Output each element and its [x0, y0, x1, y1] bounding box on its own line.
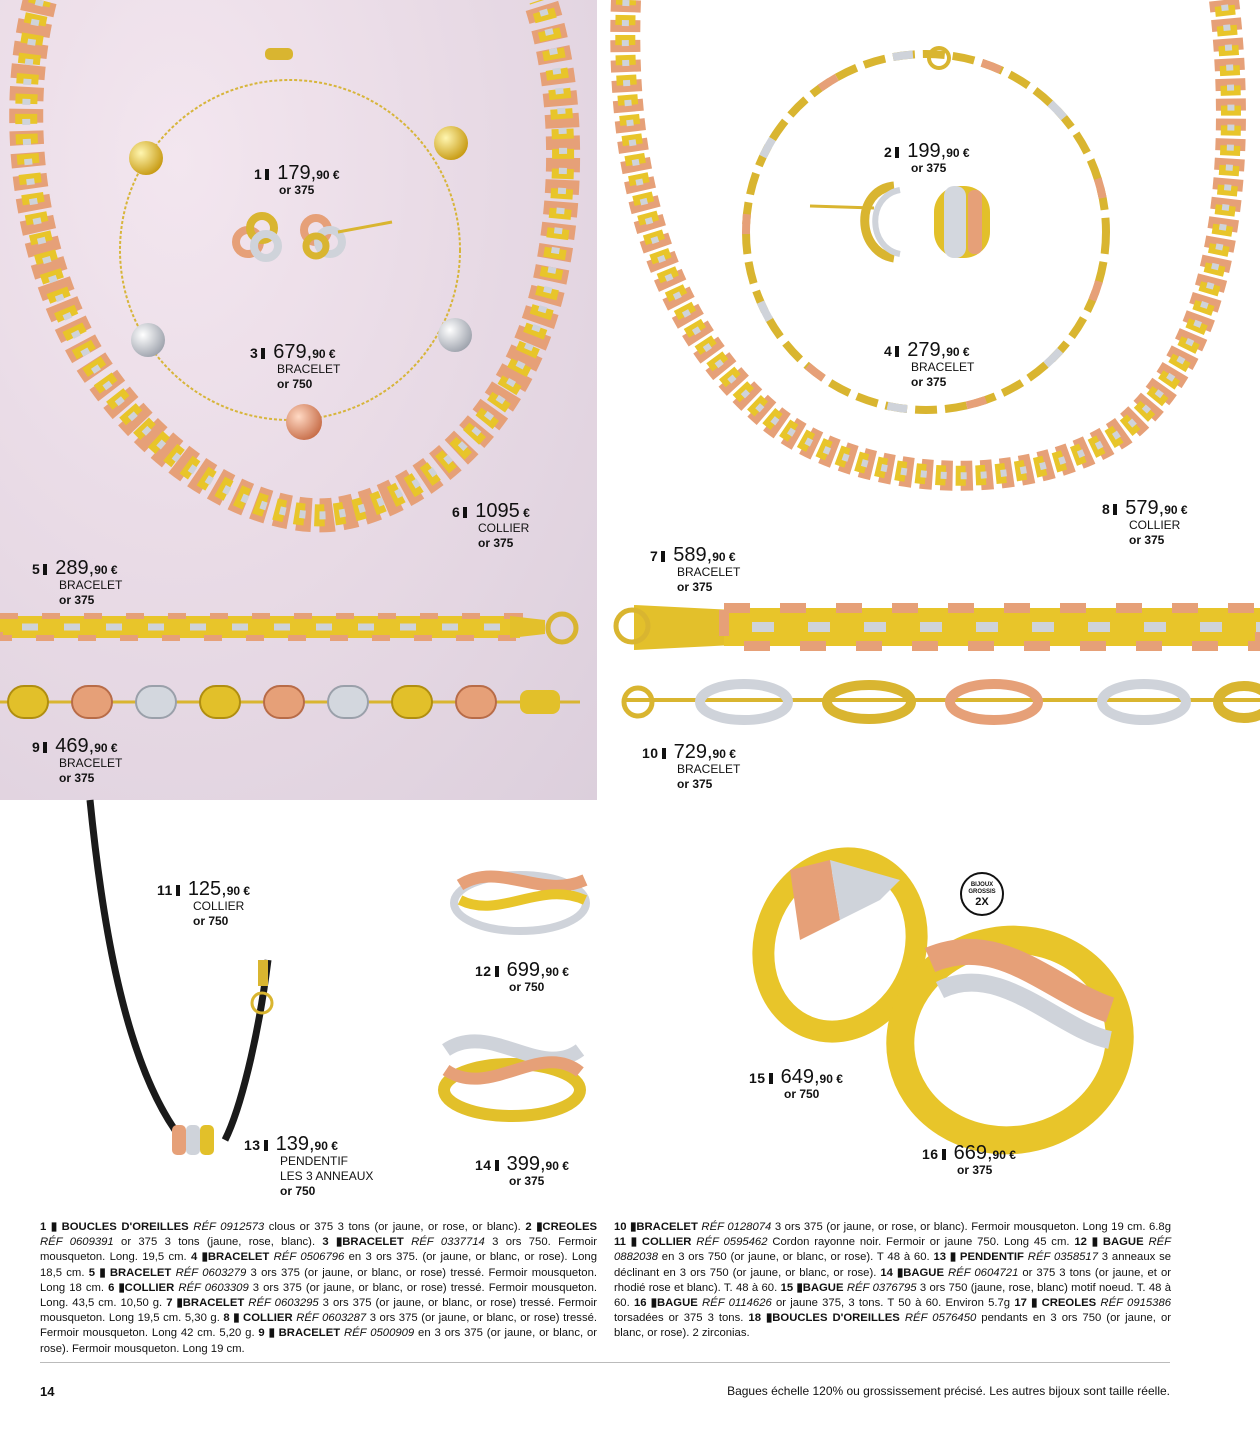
desc-8: 8 ▮ COLLIER RÉF 0603287 3 ors 375 (or jaune, or blanc, or rose) tressé. Fermoir mousqueton. Long 42 cm. 5,20 g.	[40, 1312, 598, 1340]
desc-10: 10 ▮BRACELET RÉF 0128074 3 ors 375 (or jaune, or rose, or blanc). Fermoir mousqueton. Long 19 cm. 6.8g	[614, 1221, 1171, 1233]
price-tag-4: 4 279,90 € BRACELET or 375	[884, 339, 975, 389]
desc-15: 15 ▮BAGUE RÉF 0376795 3 ors 750 (jaune, rose, blanc) motif noeud. T. 48 à 60.	[614, 1281, 1172, 1310]
creoles-2	[810, 186, 990, 258]
desc-13: 13 ▮ PENDENTIF RÉF 0358517 3 anneaux se déclinant en 3 ors 750 (or jaune, or blanc, or rose).	[614, 1251, 1172, 1279]
footer-divider	[40, 1362, 1170, 1363]
ring-12	[454, 875, 586, 931]
desc-11: 11 ▮ COLLIER RÉF 0595462 Cordon rayonne noir. Fermoir or jaune 750. Long 45 cm.	[614, 1236, 1075, 1249]
desc-16: 16 ▮BAGUE RÉF 0114626 or jaune 375, 3 tons. T 50 à 60. Environ 5.7g	[633, 1297, 1015, 1310]
footer-note: Bagues échelle 120% ou grossissement précisé. Les autres bijoux sont taille réelle.	[727, 1384, 1170, 1398]
price-tag-9: 9 469,90 € BRACELET or 375	[32, 735, 123, 785]
price-tag-12: 12 699,90 € or 750	[475, 959, 569, 994]
desc-17: 17 ▮ CREOLES RÉF 0915386 torsadées or 375 3 tons.	[614, 1297, 1172, 1325]
desc-9: 9 ▮ BRACELET RÉF 0500909 en 3 ors 375 (or jaune, or blanc, or rose). Fermoir mousqueton. Long 19 cm.	[40, 1327, 597, 1355]
right-photo-panel	[604, 0, 1260, 800]
desc-18: 18 ▮BOUCLES D'OREILLES RÉF 0576450 pendants en 3 ors 750 (or jaune, or blanc, or rose). 2 zirconias.	[614, 1312, 1171, 1340]
price-tag-8: 8 579,90 € COLLIER or 375	[1102, 497, 1188, 547]
pendentif-13	[172, 1125, 214, 1155]
description-column-left	[40, 1220, 597, 1357]
desc-14: 14 ▮BAGUE RÉF 0604721 or 375 3 tons (or jaune, et or rhodié rose et blanc). T. 48 à 60.	[614, 1266, 1171, 1294]
price-tag-13: 13 139,90 € PENDENTIF LES 3 ANNEAUX or 750	[244, 1133, 374, 1198]
ring-15	[739, 837, 940, 1054]
desc-12: 12 ▮ BAGUE RÉF 0882038 en 3 ors 750 (or jaune, or blanc, or rose). T 48 à 60.	[614, 1236, 1172, 1264]
price-tag-5: 5 289,90 € BRACELET or 375	[32, 557, 123, 607]
bracelet-5-braid	[0, 614, 576, 642]
price-tag-2: 2 199,90 € or 375	[884, 140, 970, 175]
right-jewelry-illustration	[604, 0, 1260, 800]
desc-3: 3 ▮BRACELET RÉF 0337714 3 ors 750. Fermoir mousqueton. Long. 19,5 cm.	[40, 1236, 597, 1264]
price-tag-15: 15 649,90 € or 750	[749, 1066, 843, 1101]
price-tag-14: 14 399,90 € or 375	[475, 1153, 569, 1188]
desc-1: 1 ▮ BOUCLES D'OREILLES RÉF 0912573 clous or 375 3 tons (or jaune, or rose, or blanc).	[40, 1221, 526, 1233]
desc-4: 4 ▮BRACELET RÉF 0506796 en 3 ors 375. (or jaune, or blanc, or rose). Long 18,5 cm.	[40, 1251, 597, 1279]
price-tag-11: 11 125,90 € COLLIER or 750	[157, 878, 251, 928]
price-tag-10: 10 729,90 € BRACELET or 375	[642, 741, 741, 791]
desc-5: 5 ▮ BRACELET RÉF 0603279 3 ors 375 (or jaune, or blanc, or rose) tressé. Fermoir mousqueton. Long 18 cm.	[40, 1266, 598, 1294]
earrings-1	[236, 216, 278, 258]
price-tag-6: 6 1095 € COLLIER or 375	[452, 500, 530, 550]
left-photo-panel	[0, 0, 597, 800]
desc-6: 6 ▮COLLIER RÉF 0603309 3 ors 375 (or jaune, or blanc, or rose) tressé. Fermoir mousqueton. Long. 43,5 cm. 10,50 g.	[40, 1281, 597, 1310]
page-number: 14	[40, 1384, 55, 1399]
ring-14	[444, 1041, 580, 1116]
bracelet-9-links	[0, 686, 580, 718]
desc-7: 7 ▮BRACELET RÉF 0603295 3 ors 375 (or jaune, or blanc, or rose) tressé. Fermoir mousqueton. Long 19,5 cm. 5,30 g.	[40, 1297, 597, 1325]
enlarged-2x-badge: BIJOUX GROSSIS 2X	[960, 872, 1004, 916]
price-tag-7: 7 589,90 € BRACELET or 375	[650, 544, 741, 594]
price-tag-16: 16 669,90 € or 375	[922, 1142, 1016, 1177]
bracelet-10-links	[624, 684, 1260, 720]
ring-16	[884, 922, 1135, 1157]
description-column-right	[614, 1220, 1171, 1342]
desc-2: 2 ▮CREOLES RÉF 0609391 or 375 3 tons (jaune, rose, blanc).	[40, 1221, 598, 1249]
collier-11-cord	[90, 800, 175, 1130]
price-tag-3: 3 679,90 € BRACELET or 750	[250, 341, 341, 391]
bracelet-7-braid	[616, 605, 1260, 650]
left-jewelry-illustration	[0, 0, 597, 800]
price-tag-1: 1 179,90 € or 375	[254, 162, 340, 197]
